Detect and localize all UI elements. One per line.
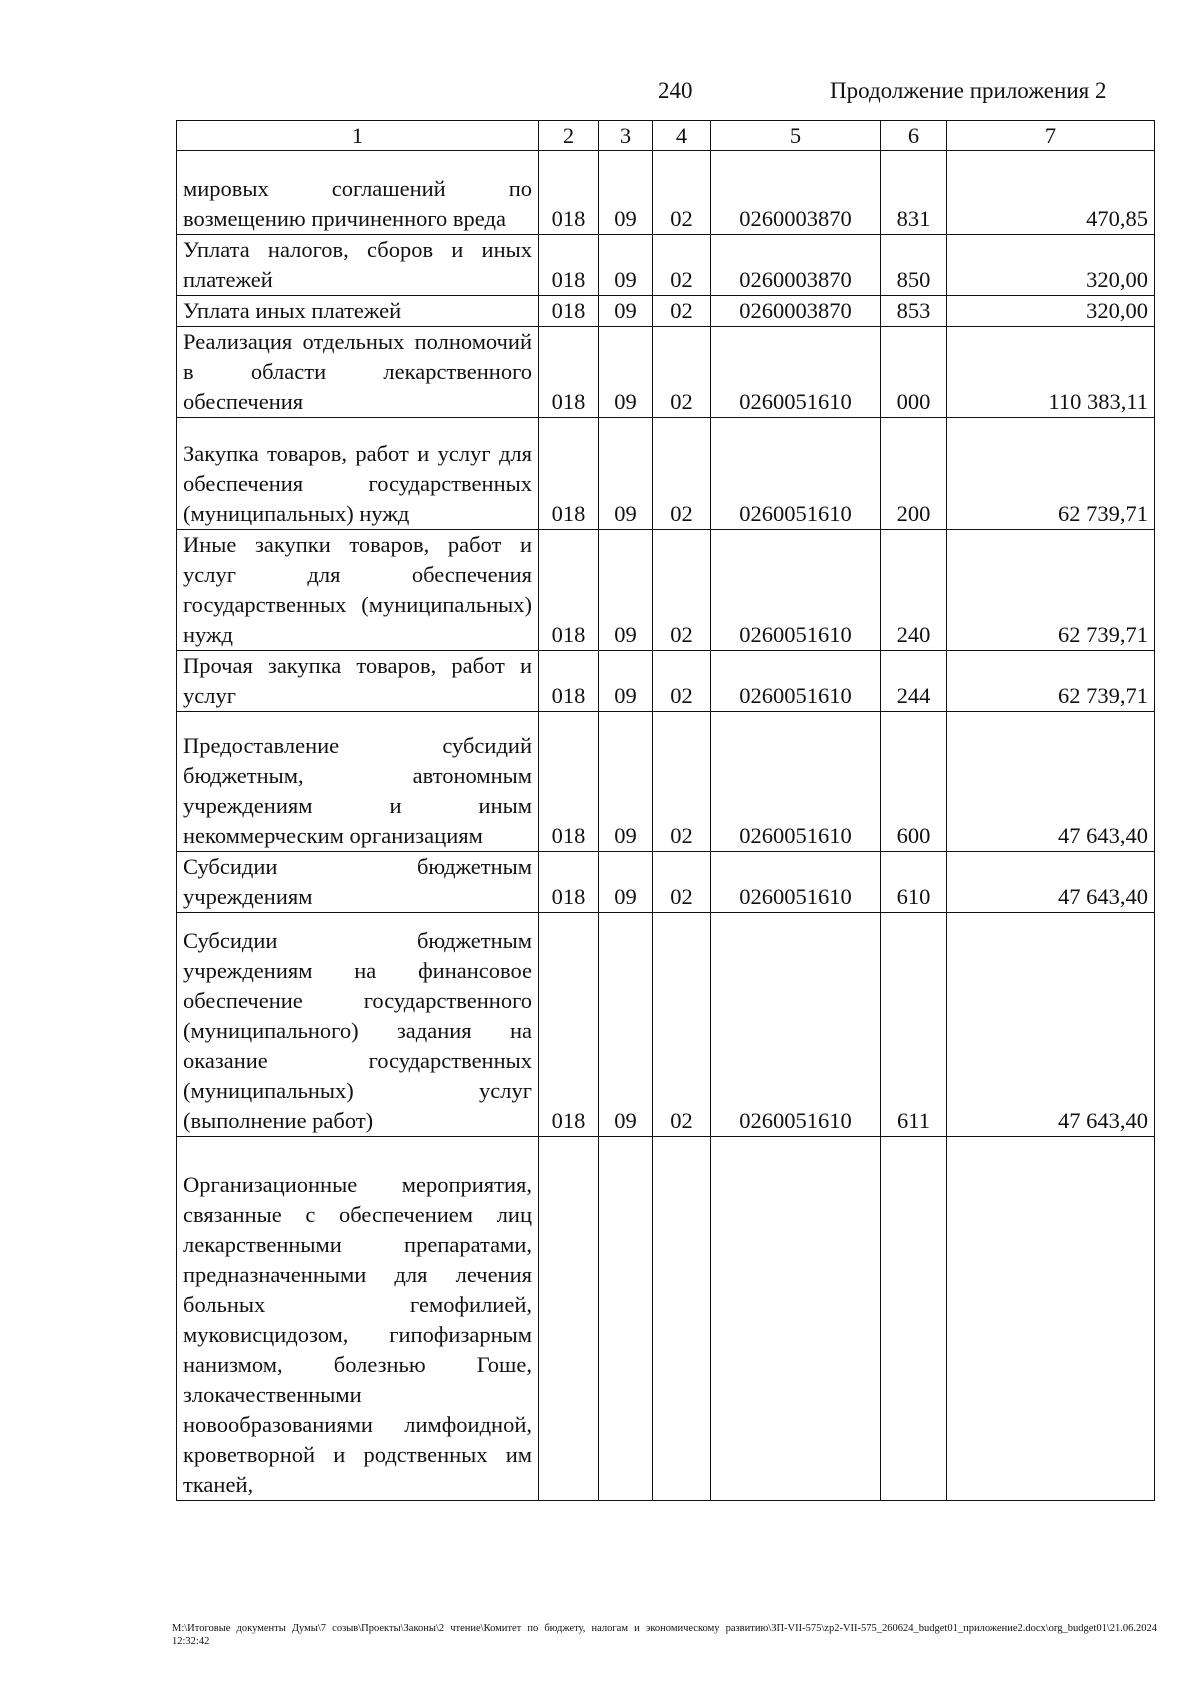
cell-section: 09 [599,418,653,530]
cell-code-ministry: 018 [539,852,599,913]
table-row [177,1137,1155,1501]
cell-code-ministry: 018 [539,418,599,530]
cell-section: 09 [599,327,653,418]
cell-expense-type: 240 [881,530,947,651]
cell-amount: 320,00 [947,296,1155,327]
cell-code-ministry: 018 [539,235,599,296]
cell-amount: 110 383,11 [947,327,1155,418]
table-row [177,852,1155,913]
cell-target-article: 0260003870 [711,151,881,235]
cell-subsection: 02 [653,852,711,913]
cell-section: 09 [599,530,653,651]
cell-expense-type: 831 [881,151,947,235]
cell-subsection: 02 [653,151,711,235]
cell-name: мировых соглашений по возмещению причиненного вреда [177,151,539,235]
cell-code-ministry: 018 [539,530,599,651]
cell-target-article: 0260051610 [711,852,881,913]
table-body [177,151,1155,1501]
table-row [177,651,1155,712]
cell-name: Организационные мероприятия, связанные с обеспечением лиц лекарственными препаратами, предназначенными для лечения больных гемофилией, муковисцидозом, гипофизарным нанизмом, болезнью Гоше, злокачественными новообразованиями лимфоидной, кроветворной и родственных им тканей, [177,1137,539,1501]
table-row [177,913,1155,1137]
table-row [177,418,1155,530]
page-number: 240 [658,78,693,103]
column-header: 7 [947,121,1155,151]
cell-section: 09 [599,651,653,712]
cell-target-article: 0260051610 [711,418,881,530]
cell-subsection: 02 [653,327,711,418]
cell-expense-type: 850 [881,235,947,296]
cell-amount [947,1137,1155,1501]
cell-name: Субсидии бюджетным учреждениям на финансовое обеспечение государственного (муниципального) задания на оказание государственных (муниципальных) услуг (выполнение работ) [177,913,539,1137]
cell-subsection: 02 [653,530,711,651]
cell-name: Закупка товаров, работ и услуг для обеспечения государственных (муниципальных) нужд [177,418,539,530]
cell-name: Уплата налогов, сборов и иных платежей [177,235,539,296]
cell-code-ministry [539,1137,599,1501]
column-header: 2 [539,121,599,151]
cell-subsection: 02 [653,913,711,1137]
cell-code-ministry: 018 [539,712,599,852]
cell-expense-type: 600 [881,712,947,852]
cell-target-article: 0260003870 [711,296,881,327]
cell-section: 09 [599,712,653,852]
cell-name: Уплата иных платежей [177,296,539,327]
continuation-caption: Продолжение приложения 2 [830,78,1107,103]
cell-section: 09 [599,913,653,1137]
cell-expense-type: 610 [881,852,947,913]
table-row [177,327,1155,418]
column-header: 3 [599,121,653,151]
column-header: 6 [881,121,947,151]
cell-code-ministry: 018 [539,913,599,1137]
cell-subsection: 02 [653,418,711,530]
cell-amount: 62 739,71 [947,418,1155,530]
table-row [177,530,1155,651]
table-row [177,296,1155,327]
column-header: 1 [177,121,539,151]
cell-subsection: 02 [653,712,711,852]
cell-target-article: 0260051610 [711,712,881,852]
cell-subsection: 02 [653,296,711,327]
cell-code-ministry: 018 [539,651,599,712]
cell-target-article: 0260003870 [711,235,881,296]
cell-expense-type: 853 [881,296,947,327]
cell-target-article: 0260051610 [711,913,881,1137]
cell-code-ministry: 018 [539,151,599,235]
cell-subsection: 02 [653,651,711,712]
cell-subsection [653,1137,711,1501]
cell-target-article: 0260051610 [711,530,881,651]
cell-code-ministry: 018 [539,296,599,327]
table-row [177,235,1155,296]
cell-amount: 47 643,40 [947,852,1155,913]
table-row [177,151,1155,235]
cell-code-ministry: 018 [539,327,599,418]
cell-target-article: 0260051610 [711,327,881,418]
column-header: 4 [653,121,711,151]
cell-amount: 47 643,40 [947,913,1155,1137]
cell-name: Реализация отдельных полномочий в области лекарственного обеспечения [177,327,539,418]
cell-section: 09 [599,296,653,327]
cell-expense-type: 000 [881,327,947,418]
cell-target-article: 0260051610 [711,651,881,712]
cell-expense-type: 611 [881,913,947,1137]
cell-amount: 62 739,71 [947,651,1155,712]
table-row [177,712,1155,852]
cell-section: 09 [599,852,653,913]
cell-name: Прочая закупка товаров, работ и услуг [177,651,539,712]
cell-name: Иные закупки товаров, работ и услуг для обеспечения государственных (муниципальных) нужд [177,530,539,651]
cell-expense-type [881,1137,947,1501]
cell-expense-type: 244 [881,651,947,712]
cell-target-article [711,1137,881,1501]
cell-subsection: 02 [653,235,711,296]
cell-name: Субсидии бюджетным учреждениям [177,852,539,913]
cell-amount: 320,00 [947,235,1155,296]
file-path-footer: M:\Итоговые документы Думы\7 созыв\Проекты\Законы\2 чтение\Комитет по бюджету, налогам и экономическому развитию\ЗП-VII-575\zp2-VII-575_260624_budget01_приложение2.docx\org_budget01\21.06.2024 12:32:42 [172,1623,1157,1647]
cell-amount: 62 739,71 [947,530,1155,651]
cell-amount: 47 643,40 [947,712,1155,852]
cell-name: Предоставление субсидий бюджетным, автономным учреждениям и иным некоммерческим организациям [177,712,539,852]
cell-section: 09 [599,235,653,296]
budget-table [176,120,1155,1501]
cell-amount: 470,85 [947,151,1155,235]
cell-section [599,1137,653,1501]
cell-section: 09 [599,151,653,235]
header-row [177,121,1155,151]
column-header: 5 [711,121,881,151]
cell-expense-type: 200 [881,418,947,530]
